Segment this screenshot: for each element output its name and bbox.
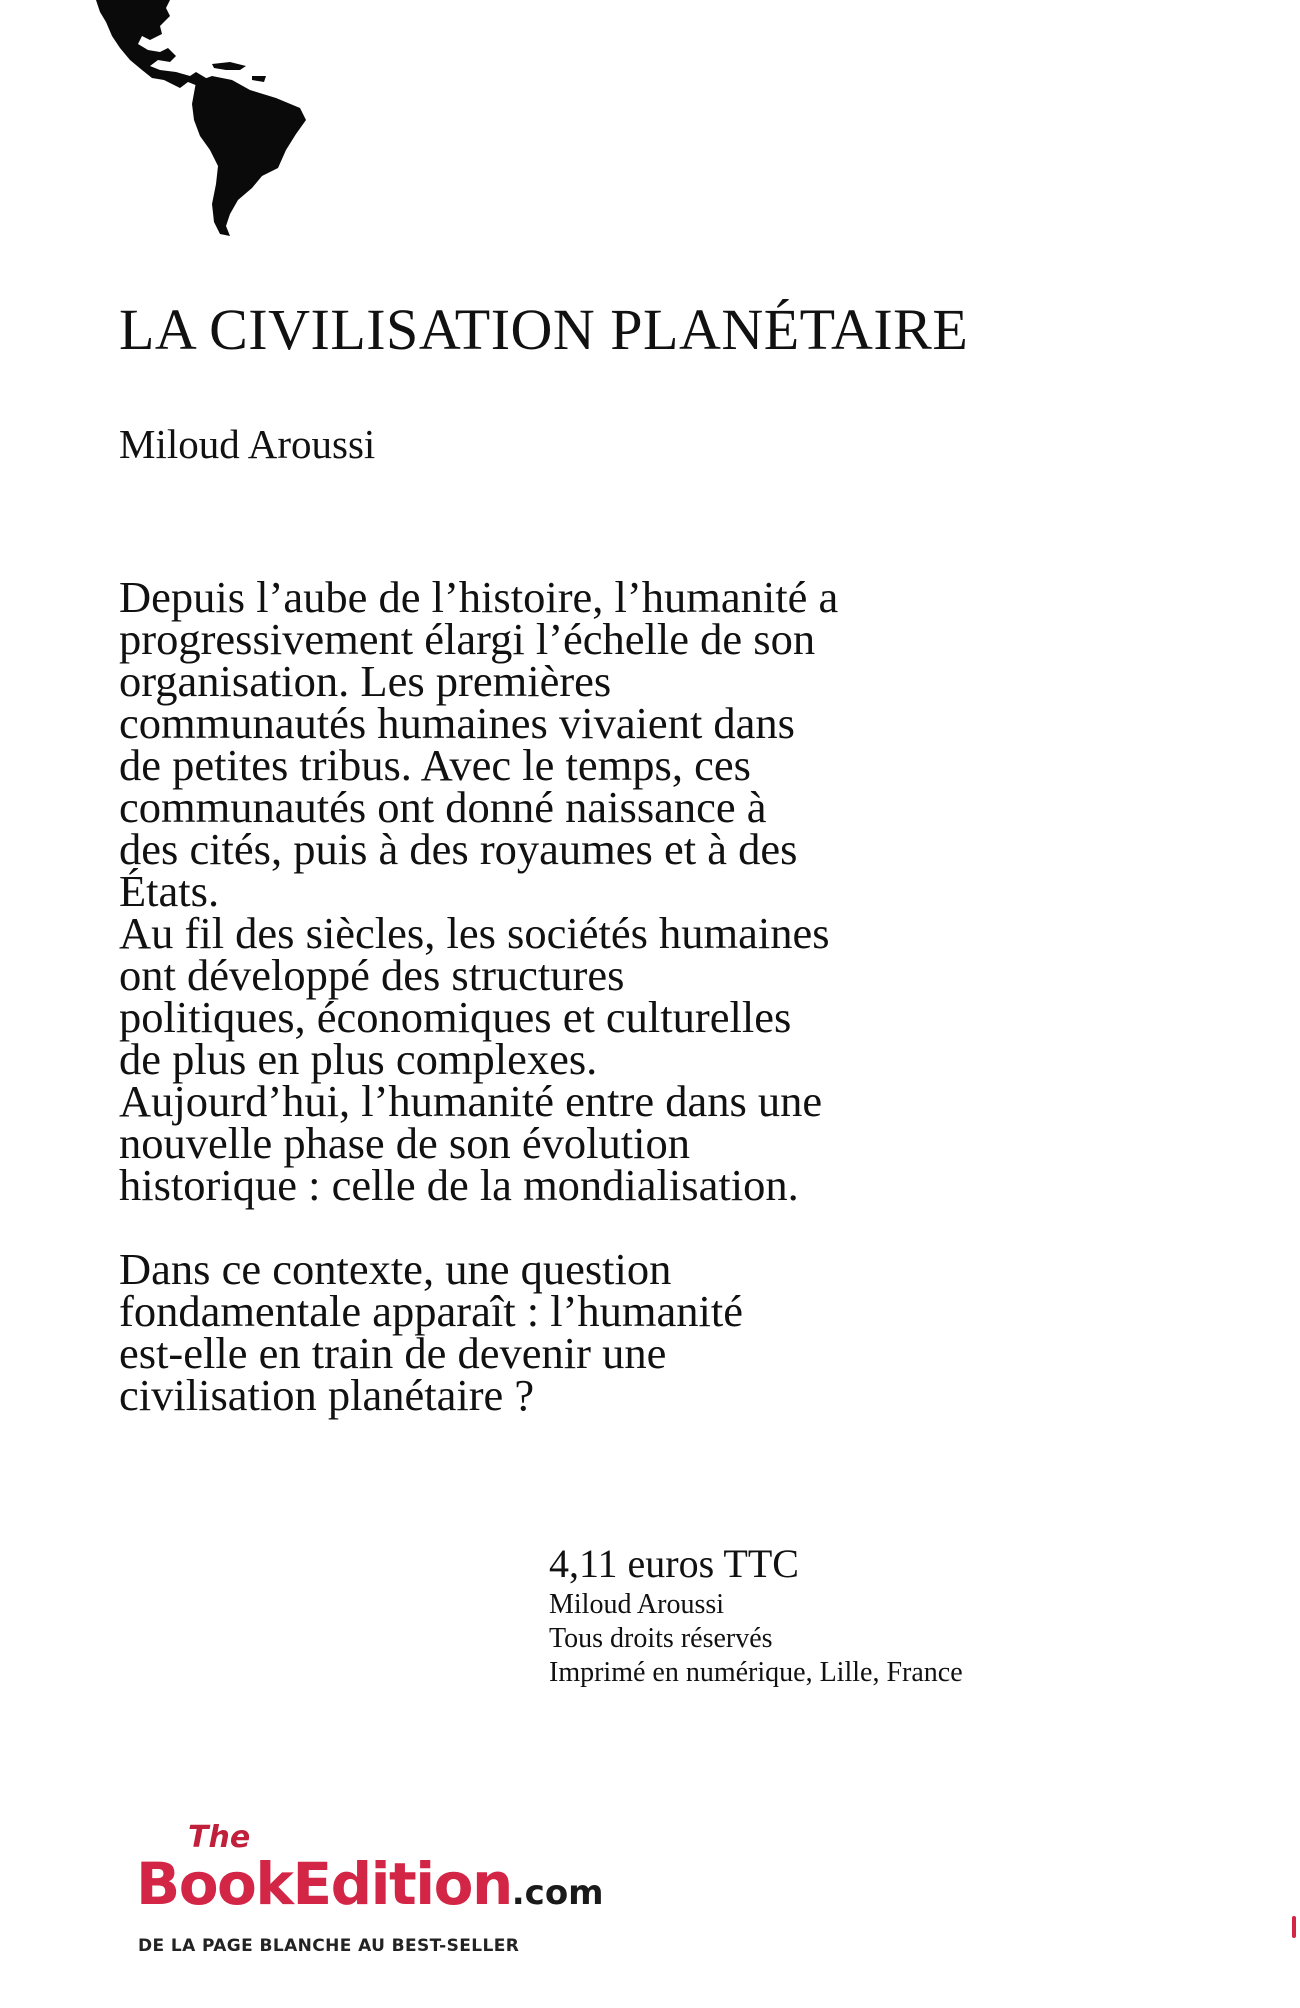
blurb-paragraph xyxy=(119,572,999,1210)
blurb-line: est-elle en train de devenir une xyxy=(119,1328,667,1378)
book-blurb xyxy=(119,572,999,1420)
blurb-line: communautés ont donné naissance à xyxy=(119,782,767,832)
blurb-line: Aujourd’hui, l’humanité entre dans une xyxy=(119,1076,823,1126)
logo-the-text: The xyxy=(188,1820,251,1855)
logo-domain: .com xyxy=(511,1873,604,1913)
logo-name: BookEdition xyxy=(136,1850,512,1918)
blurb-line: Au fil des siècles, les sociétés humaines xyxy=(119,908,830,958)
logo-wordmark xyxy=(136,1850,604,1918)
blurb-line: politiques, économiques et culturelles xyxy=(119,992,792,1042)
edge-mark xyxy=(1292,1916,1296,1938)
blurb-line: fondamentale apparaît : l’humanité xyxy=(119,1286,743,1336)
blurb-line: progressivement élargi l’échelle de son xyxy=(119,614,816,664)
blurb-line: de petites tribus. Avec le temps, ces xyxy=(119,740,751,790)
colophon xyxy=(549,1540,963,1690)
colophon-author: Miloud Aroussi xyxy=(549,1589,725,1620)
blurb-line: de plus en plus complexes. xyxy=(119,1034,598,1084)
americas-map-icon xyxy=(0,0,360,240)
blurb-line: Depuis l’aube de l’histoire, l’humanité a xyxy=(119,572,839,622)
blurb-line: Dans ce contexte, une question xyxy=(119,1244,672,1294)
publisher-logo xyxy=(136,1820,716,1980)
blurb-line: historique : celle de la mondialisation. xyxy=(119,1160,799,1210)
publisher-tagline: DE LA PAGE BLANCHE AU BEST-SELLER xyxy=(138,1936,520,1956)
blurb-line: civilisation planétaire ? xyxy=(119,1370,535,1420)
blurb-line: nouvelle phase de son évolution xyxy=(119,1118,690,1168)
rights-notice: Tous droits réservés xyxy=(549,1623,773,1654)
blurb-line: ont développé des structures xyxy=(119,950,625,1000)
book-author: Miloud Aroussi xyxy=(119,421,376,467)
blurb-line: des cités, puis à des royaumes et à des xyxy=(119,824,798,874)
printing-info: Imprimé en numérique, Lille, France xyxy=(549,1657,963,1688)
blurb-paragraph xyxy=(119,1244,999,1420)
blurb-line: organisation. Les premières xyxy=(119,656,612,706)
blurb-line: communautés humaines vivaient dans xyxy=(119,698,795,748)
price: 4,11 euros TTC xyxy=(549,1541,799,1586)
book-title: LA CIVILISATION PLANÉTAIRE xyxy=(119,297,969,362)
blurb-line: États. xyxy=(119,866,220,916)
